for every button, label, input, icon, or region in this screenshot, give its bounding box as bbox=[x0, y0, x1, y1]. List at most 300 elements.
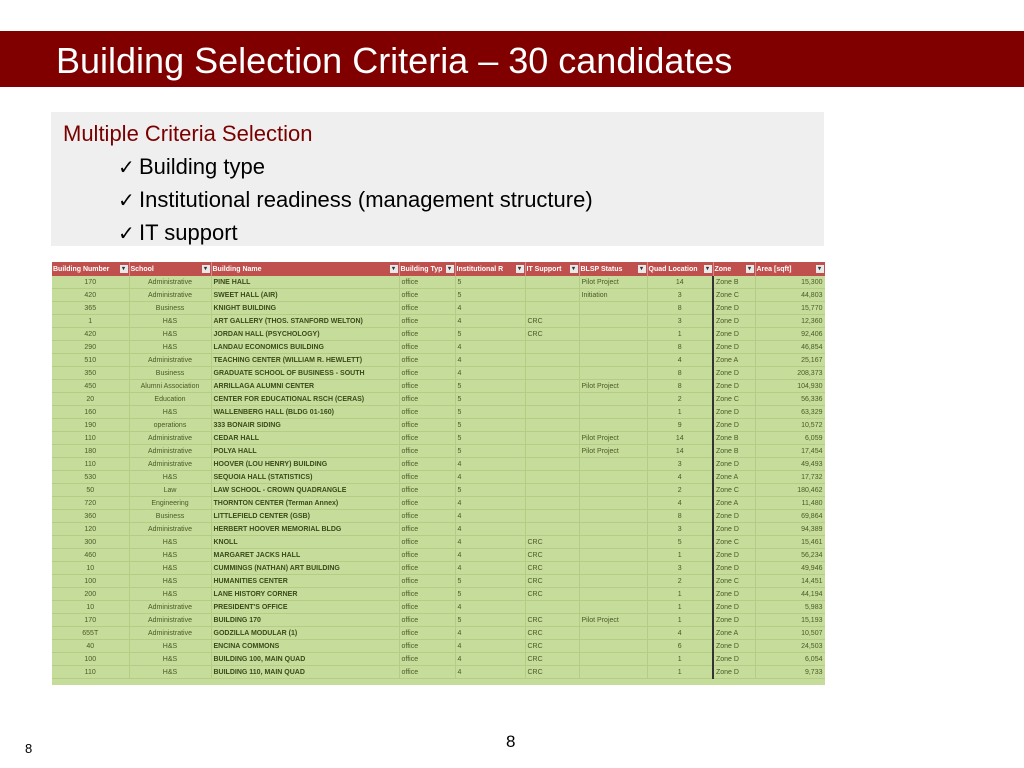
table-cell: KNIGHT BUILDING bbox=[211, 302, 399, 315]
table-cell: Zone D bbox=[713, 380, 755, 393]
table-cell: 450 bbox=[52, 380, 129, 393]
table-cell: office bbox=[399, 276, 455, 289]
column-header-label: Institutional R bbox=[456, 265, 504, 273]
table-cell: Pilot Project bbox=[579, 380, 647, 393]
table-cell bbox=[579, 341, 647, 354]
table-cell bbox=[525, 380, 579, 393]
table-cell: 110 bbox=[52, 432, 129, 445]
table-cell: Zone D bbox=[713, 640, 755, 653]
table-row bbox=[52, 380, 825, 393]
table-cell: 3 bbox=[647, 523, 713, 536]
table-cell: H&S bbox=[129, 549, 211, 562]
table-cell: 4 bbox=[455, 666, 525, 679]
criteria-item bbox=[118, 151, 593, 184]
table-cell: 6 bbox=[647, 640, 713, 653]
table-cell: BUILDING 170 bbox=[211, 614, 399, 627]
filter-dropdown-icon[interactable]: ▾ bbox=[202, 265, 210, 273]
table-cell: Zone C bbox=[713, 289, 755, 302]
filter-dropdown-icon[interactable]: ▾ bbox=[516, 265, 524, 273]
table-cell: Zone D bbox=[713, 302, 755, 315]
table-cell: 6,059 bbox=[755, 432, 825, 445]
table-cell: 350 bbox=[52, 367, 129, 380]
table-cell: 5 bbox=[455, 419, 525, 432]
table-row bbox=[52, 653, 825, 666]
table-cell: 5 bbox=[455, 380, 525, 393]
table-cell: H&S bbox=[129, 471, 211, 484]
table-cell: 4 bbox=[647, 627, 713, 640]
table-row bbox=[52, 562, 825, 575]
table-cell: 6,054 bbox=[755, 653, 825, 666]
table-cell: 8 bbox=[647, 380, 713, 393]
table-cell bbox=[579, 354, 647, 367]
table-cell: 420 bbox=[52, 289, 129, 302]
spreadsheet-image bbox=[52, 262, 825, 685]
filter-dropdown-icon[interactable]: ▾ bbox=[638, 265, 646, 273]
table-cell bbox=[579, 549, 647, 562]
table-cell: KNOLL bbox=[211, 536, 399, 549]
checkmark-icon: ✓ bbox=[118, 190, 135, 212]
criteria-list bbox=[118, 151, 593, 250]
table-row bbox=[52, 588, 825, 601]
column-header[interactable] bbox=[52, 262, 129, 276]
table-cell: CRC bbox=[525, 640, 579, 653]
table-cell bbox=[579, 458, 647, 471]
table-cell: 1 bbox=[647, 666, 713, 679]
table-cell bbox=[579, 328, 647, 341]
column-header-label: BLSP Status bbox=[580, 265, 623, 273]
table-cell bbox=[579, 315, 647, 328]
table-cell: Zone D bbox=[713, 458, 755, 471]
column-header-label: Zone bbox=[714, 265, 732, 273]
table-row bbox=[52, 302, 825, 315]
table-cell: H&S bbox=[129, 562, 211, 575]
table-cell: 333 BONAIR SIDING bbox=[211, 419, 399, 432]
table-cell: 5 bbox=[455, 614, 525, 627]
table-cell: LANE HISTORY CORNER bbox=[211, 588, 399, 601]
table-cell: BUILDING 110, MAIN QUAD bbox=[211, 666, 399, 679]
table-cell: 10 bbox=[52, 601, 129, 614]
table-cell: office bbox=[399, 367, 455, 380]
table-cell: 5,983 bbox=[755, 601, 825, 614]
table-cell bbox=[579, 536, 647, 549]
table-cell: Zone A bbox=[713, 627, 755, 640]
table-cell bbox=[579, 575, 647, 588]
table-cell: office bbox=[399, 510, 455, 523]
table-row bbox=[52, 432, 825, 445]
table-cell: Administrative bbox=[129, 614, 211, 627]
filter-dropdown-icon[interactable]: ▾ bbox=[120, 265, 128, 273]
table-cell: office bbox=[399, 354, 455, 367]
page-number: 8 bbox=[506, 732, 516, 751]
table-cell: Business bbox=[129, 510, 211, 523]
table-cell: WALLENBERG HALL (BLDG 01-160) bbox=[211, 406, 399, 419]
table-cell: 4 bbox=[455, 315, 525, 328]
table-cell: Zone C bbox=[713, 484, 755, 497]
table-cell: office bbox=[399, 562, 455, 575]
table-cell bbox=[525, 471, 579, 484]
table-cell: 100 bbox=[52, 653, 129, 666]
table-cell: H&S bbox=[129, 341, 211, 354]
table-cell: 8 bbox=[647, 510, 713, 523]
table-cell: MARGARET JACKS HALL bbox=[211, 549, 399, 562]
table-cell: PRESIDENT'S OFFICE bbox=[211, 601, 399, 614]
table-cell: 1 bbox=[647, 406, 713, 419]
table-cell: office bbox=[399, 549, 455, 562]
table-cell bbox=[525, 497, 579, 510]
table-cell: 4 bbox=[455, 302, 525, 315]
table-cell: 63,329 bbox=[755, 406, 825, 419]
table-cell: Zone B bbox=[713, 432, 755, 445]
table-body bbox=[52, 276, 825, 679]
table-cell: office bbox=[399, 640, 455, 653]
table-cell: CRC bbox=[525, 588, 579, 601]
table-cell bbox=[525, 393, 579, 406]
table-row bbox=[52, 276, 825, 289]
table-cell: PINE HALL bbox=[211, 276, 399, 289]
table-cell: CRC bbox=[525, 614, 579, 627]
table-cell: office bbox=[399, 653, 455, 666]
table-cell: 44,194 bbox=[755, 588, 825, 601]
table-cell: 180,462 bbox=[755, 484, 825, 497]
table-cell: Zone D bbox=[713, 549, 755, 562]
table-cell: 300 bbox=[52, 536, 129, 549]
criteria-item-label: Institutional readiness (management structure) bbox=[139, 187, 593, 212]
table-cell: 290 bbox=[52, 341, 129, 354]
table-cell bbox=[525, 354, 579, 367]
table-cell: 69,864 bbox=[755, 510, 825, 523]
table-cell bbox=[579, 640, 647, 653]
table-row bbox=[52, 497, 825, 510]
table-cell: Zone D bbox=[713, 367, 755, 380]
table-cell: 4 bbox=[455, 627, 525, 640]
table-cell: 4 bbox=[455, 601, 525, 614]
table-cell bbox=[579, 510, 647, 523]
table-cell: 40 bbox=[52, 640, 129, 653]
table-cell: 1 bbox=[647, 614, 713, 627]
table-cell: 4 bbox=[455, 341, 525, 354]
table-cell: Zone D bbox=[713, 523, 755, 536]
table-cell: 1 bbox=[647, 588, 713, 601]
table-row bbox=[52, 510, 825, 523]
table-cell: office bbox=[399, 484, 455, 497]
table-row bbox=[52, 575, 825, 588]
table-cell: 14 bbox=[647, 432, 713, 445]
table-cell: JORDAN HALL (PSYCHOLOGY) bbox=[211, 328, 399, 341]
table-cell: office bbox=[399, 302, 455, 315]
table-row bbox=[52, 666, 825, 679]
table-cell: Administrative bbox=[129, 445, 211, 458]
table-cell: office bbox=[399, 497, 455, 510]
table-cell: office bbox=[399, 432, 455, 445]
table-cell: Zone D bbox=[713, 510, 755, 523]
table-row bbox=[52, 614, 825, 627]
table-cell: 56,336 bbox=[755, 393, 825, 406]
table-cell: 25,167 bbox=[755, 354, 825, 367]
table-cell bbox=[579, 419, 647, 432]
table-cell bbox=[525, 432, 579, 445]
table-cell: Zone C bbox=[713, 575, 755, 588]
table-cell: office bbox=[399, 666, 455, 679]
table-cell: 4 bbox=[647, 471, 713, 484]
table-row bbox=[52, 549, 825, 562]
table-cell: office bbox=[399, 523, 455, 536]
table-row bbox=[52, 601, 825, 614]
table-cell: Business bbox=[129, 302, 211, 315]
table-cell: H&S bbox=[129, 666, 211, 679]
table-cell: ENCINA COMMONS bbox=[211, 640, 399, 653]
table-cell: 14,451 bbox=[755, 575, 825, 588]
table-cell: 365 bbox=[52, 302, 129, 315]
table-cell: Zone A bbox=[713, 354, 755, 367]
candidates-table bbox=[52, 262, 825, 679]
table-cell: Zone A bbox=[713, 471, 755, 484]
table-cell: 14 bbox=[647, 276, 713, 289]
criteria-item-label: IT support bbox=[139, 220, 238, 245]
table-cell: CRC bbox=[525, 562, 579, 575]
table-cell: Zone A bbox=[713, 497, 755, 510]
column-header[interactable] bbox=[129, 262, 211, 276]
table-cell: Zone D bbox=[713, 406, 755, 419]
slide-title: Building Selection Criteria – 30 candidates bbox=[56, 40, 733, 81]
table-cell: HUMANITIES CENTER bbox=[211, 575, 399, 588]
table-cell: 5 bbox=[455, 328, 525, 341]
table-cell bbox=[579, 471, 647, 484]
table-cell: Business bbox=[129, 367, 211, 380]
table-cell: Pilot Project bbox=[579, 614, 647, 627]
table-cell: 1 bbox=[647, 328, 713, 341]
table-cell: 56,234 bbox=[755, 549, 825, 562]
table-cell: 92,406 bbox=[755, 328, 825, 341]
table-cell: 160 bbox=[52, 406, 129, 419]
table-cell: 10,507 bbox=[755, 627, 825, 640]
table-cell: office bbox=[399, 601, 455, 614]
table-cell: 44,803 bbox=[755, 289, 825, 302]
table-cell bbox=[525, 484, 579, 497]
table-cell bbox=[579, 393, 647, 406]
table-cell: 3 bbox=[647, 458, 713, 471]
table-cell: Administrative bbox=[129, 354, 211, 367]
table-cell: 49,946 bbox=[755, 562, 825, 575]
table-cell bbox=[525, 510, 579, 523]
table-cell bbox=[525, 523, 579, 536]
table-cell: 2 bbox=[647, 484, 713, 497]
table-row bbox=[52, 627, 825, 640]
table-cell: 5 bbox=[455, 406, 525, 419]
table-cell: office bbox=[399, 341, 455, 354]
table-cell: Zone D bbox=[713, 328, 755, 341]
table-cell: POLYA HALL bbox=[211, 445, 399, 458]
table-row bbox=[52, 523, 825, 536]
table-cell: office bbox=[399, 289, 455, 302]
table-cell: 120 bbox=[52, 523, 129, 536]
table-cell: H&S bbox=[129, 328, 211, 341]
table-cell bbox=[579, 484, 647, 497]
column-header-label: Building Name bbox=[212, 265, 262, 273]
table-cell: 5 bbox=[455, 289, 525, 302]
table-cell: 4 bbox=[455, 497, 525, 510]
column-header[interactable] bbox=[399, 262, 455, 276]
table-row bbox=[52, 406, 825, 419]
table-cell: Zone B bbox=[713, 276, 755, 289]
filter-dropdown-icon[interactable]: ▾ bbox=[816, 265, 824, 273]
table-cell: 5 bbox=[455, 432, 525, 445]
table-cell: Zone B bbox=[713, 445, 755, 458]
table-cell: office bbox=[399, 458, 455, 471]
criteria-item bbox=[118, 184, 593, 217]
table-cell: 100 bbox=[52, 575, 129, 588]
table-cell: Zone D bbox=[713, 315, 755, 328]
table-cell bbox=[525, 367, 579, 380]
table-cell: 46,854 bbox=[755, 341, 825, 354]
table-cell: 5 bbox=[647, 536, 713, 549]
table-cell: 4 bbox=[455, 536, 525, 549]
column-header[interactable] bbox=[647, 262, 713, 276]
table-cell: CUMMINGS (NATHAN) ART BUILDING bbox=[211, 562, 399, 575]
table-cell: CRC bbox=[525, 549, 579, 562]
table-cell bbox=[525, 289, 579, 302]
table-cell: CRC bbox=[525, 315, 579, 328]
table-cell: Administrative bbox=[129, 276, 211, 289]
criteria-item-label: Building type bbox=[139, 154, 265, 179]
table-cell: Zone C bbox=[713, 536, 755, 549]
table-cell: Zone D bbox=[713, 601, 755, 614]
table-row bbox=[52, 289, 825, 302]
table-cell: 208,373 bbox=[755, 367, 825, 380]
table-cell: 1 bbox=[647, 601, 713, 614]
table-cell bbox=[525, 419, 579, 432]
column-header[interactable] bbox=[755, 262, 825, 276]
column-header[interactable] bbox=[713, 262, 755, 276]
table-cell bbox=[525, 445, 579, 458]
table-cell: ART GALLERY (THOS. STANFORD WELTON) bbox=[211, 315, 399, 328]
table-header-row bbox=[52, 262, 825, 276]
table-cell: 110 bbox=[52, 666, 129, 679]
table-row bbox=[52, 458, 825, 471]
filter-dropdown-icon[interactable]: ▾ bbox=[446, 265, 454, 273]
table-cell: 720 bbox=[52, 497, 129, 510]
table-cell: 4 bbox=[647, 497, 713, 510]
table-cell: 1 bbox=[52, 315, 129, 328]
table-row bbox=[52, 536, 825, 549]
table-cell: 5 bbox=[455, 276, 525, 289]
table-row bbox=[52, 640, 825, 653]
table-row bbox=[52, 419, 825, 432]
table-row bbox=[52, 341, 825, 354]
table-cell: Alumni Association bbox=[129, 380, 211, 393]
column-header[interactable] bbox=[455, 262, 525, 276]
checkmark-icon: ✓ bbox=[118, 223, 135, 245]
table-cell: 1 bbox=[647, 653, 713, 666]
table-cell: office bbox=[399, 614, 455, 627]
table-cell: office bbox=[399, 406, 455, 419]
table-cell: GODZILLA MODULAR (1) bbox=[211, 627, 399, 640]
table-cell bbox=[579, 523, 647, 536]
filter-dropdown-icon[interactable]: ▾ bbox=[746, 265, 754, 273]
table-cell: 4 bbox=[455, 640, 525, 653]
table-cell: Initiation bbox=[579, 289, 647, 302]
table-cell: H&S bbox=[129, 536, 211, 549]
column-header[interactable] bbox=[211, 262, 399, 276]
checkmark-icon: ✓ bbox=[118, 157, 135, 179]
table-cell: CRC bbox=[525, 653, 579, 666]
table-cell: 24,503 bbox=[755, 640, 825, 653]
table-cell: HERBERT HOOVER MEMORIAL BLDG bbox=[211, 523, 399, 536]
table-cell: H&S bbox=[129, 640, 211, 653]
table-cell: 8 bbox=[647, 341, 713, 354]
table-cell: CEDAR HALL bbox=[211, 432, 399, 445]
table-cell: 1 bbox=[647, 549, 713, 562]
table-cell: 50 bbox=[52, 484, 129, 497]
table-cell: 110 bbox=[52, 458, 129, 471]
filter-dropdown-icon[interactable]: ▾ bbox=[570, 265, 578, 273]
table-cell bbox=[579, 367, 647, 380]
table-cell: 200 bbox=[52, 588, 129, 601]
criteria-box bbox=[51, 112, 824, 246]
table-cell bbox=[525, 601, 579, 614]
table-row bbox=[52, 315, 825, 328]
table-cell: 2 bbox=[647, 575, 713, 588]
table-cell bbox=[579, 588, 647, 601]
table-cell: office bbox=[399, 380, 455, 393]
table-cell: office bbox=[399, 536, 455, 549]
table-cell: 15,193 bbox=[755, 614, 825, 627]
column-header-label: Building Typ bbox=[400, 265, 443, 273]
table-cell: 20 bbox=[52, 393, 129, 406]
table-cell: 4 bbox=[455, 367, 525, 380]
table-cell: 360 bbox=[52, 510, 129, 523]
table-cell bbox=[579, 562, 647, 575]
column-header[interactable] bbox=[525, 262, 579, 276]
table-cell: HOOVER (LOU HENRY) BUILDING bbox=[211, 458, 399, 471]
table-cell: 4 bbox=[455, 458, 525, 471]
table-cell: 5 bbox=[455, 393, 525, 406]
table-cell: 4 bbox=[455, 653, 525, 666]
table-cell: Education bbox=[129, 393, 211, 406]
table-cell: SEQUOIA HALL (STATISTICS) bbox=[211, 471, 399, 484]
table-cell: office bbox=[399, 445, 455, 458]
filter-dropdown-icon[interactable]: ▾ bbox=[704, 265, 712, 273]
table-cell: CENTER FOR EDUCATIONAL RSCH (CERAS) bbox=[211, 393, 399, 406]
table-cell: 3 bbox=[647, 562, 713, 575]
table-cell: LANDAU ECONOMICS BUILDING bbox=[211, 341, 399, 354]
column-header[interactable] bbox=[579, 262, 647, 276]
table-cell: Administrative bbox=[129, 432, 211, 445]
table-cell: 15,770 bbox=[755, 302, 825, 315]
table-cell bbox=[525, 276, 579, 289]
column-header-label: Quad Location bbox=[648, 265, 698, 273]
table-cell: 170 bbox=[52, 276, 129, 289]
table-cell bbox=[525, 341, 579, 354]
table-cell: 4 bbox=[647, 354, 713, 367]
table-cell: 4 bbox=[455, 523, 525, 536]
table-cell bbox=[579, 497, 647, 510]
table-cell bbox=[525, 458, 579, 471]
table-cell: 4 bbox=[455, 354, 525, 367]
table-cell: 8 bbox=[647, 302, 713, 315]
criteria-item bbox=[118, 217, 593, 250]
table-cell: office bbox=[399, 419, 455, 432]
table-cell: 655T bbox=[52, 627, 129, 640]
table-cell bbox=[525, 302, 579, 315]
table-cell: office bbox=[399, 627, 455, 640]
table-cell: 11,480 bbox=[755, 497, 825, 510]
table-cell: Zone D bbox=[713, 588, 755, 601]
table-cell: office bbox=[399, 328, 455, 341]
column-header-label: Area [sqft] bbox=[756, 265, 792, 273]
title-bar bbox=[0, 31, 1024, 87]
table-cell: 530 bbox=[52, 471, 129, 484]
filter-dropdown-icon[interactable]: ▾ bbox=[390, 265, 398, 273]
